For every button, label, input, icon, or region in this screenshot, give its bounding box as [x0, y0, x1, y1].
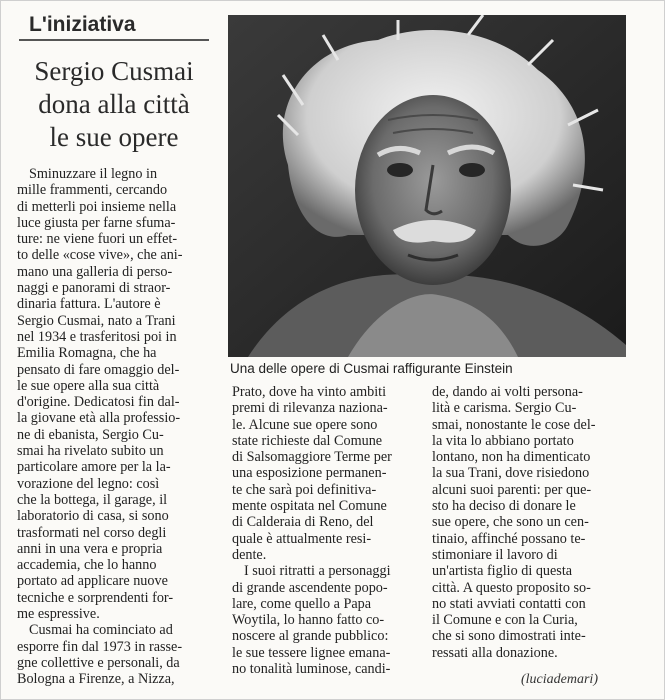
text-line: esporre fin dal 1973 in rasse- — [17, 638, 183, 655]
text-line: smai ha rivelato subito un — [17, 443, 164, 460]
text-line: no stati avviati contatti con — [432, 595, 586, 612]
text-line: che si sono dimostrati inte- — [432, 628, 586, 645]
text-line: no tonalità luminose, candi- — [232, 661, 391, 678]
text-line: Emilia Romagna, che ha — [17, 345, 157, 362]
text-line: me espressive. — [17, 606, 100, 623]
text-line: lità e carisma. Sergio Cu- — [432, 400, 577, 417]
text-line: portato ad applicare nuove — [17, 573, 168, 590]
text-line: sto ha deciso di donare le — [432, 498, 576, 515]
portrait-einstein-icon — [228, 15, 626, 357]
text-line: lare, come quello a Papa — [232, 595, 372, 612]
text-line: la sua Trani, dove risiedono — [432, 465, 590, 482]
text-line: laboratorio di casa, si sono — [17, 508, 169, 525]
text-line: le. Alcune sue opere sono — [232, 416, 378, 433]
section-kicker: L'iniziativa — [19, 13, 209, 41]
text-line: quale è attualmente resi- — [232, 530, 372, 547]
text-line: noscere al grande pubblico: — [232, 628, 389, 645]
text-line: naggi e panorami di straor- — [17, 280, 171, 297]
text-line: de, dando ai volti persona- — [432, 384, 583, 400]
text-line: di grande ascendente popo- — [232, 579, 388, 596]
text-line: mille frammenti, cercando — [17, 182, 168, 199]
article-column-1 — [17, 166, 215, 688]
text-line: le sue tessere lignee emana- — [232, 644, 391, 661]
text-line: anni in una vera e propria — [17, 540, 163, 557]
text-line: pensato di fare omaggio del- — [17, 361, 180, 378]
text-line: premi di rilevanza naziona- — [232, 400, 388, 417]
text-line: tinaio, affinché possano te- — [432, 530, 586, 547]
headline-line: dona alla città — [38, 89, 190, 119]
text-line: smai, nonostante le cose del- — [432, 416, 596, 433]
text-line: I suoi ritratti a personaggi — [244, 563, 391, 580]
text-line: accademia, che lo hanno — [17, 557, 157, 574]
text-line: te che sarà poi definitiva- — [232, 481, 377, 498]
text-line: lontano, non ha dimenticato — [432, 449, 591, 466]
photo-caption: Una delle opere di Cusmai raffigurante Einstein — [230, 361, 513, 376]
article-column-3 — [432, 384, 632, 661]
text-line: ressati alla donazione. — [432, 644, 558, 661]
article-column-2 — [232, 384, 420, 677]
text-line: di metterli poi insieme nella — [17, 198, 177, 215]
text-line: mano una galleria di perso- — [17, 263, 173, 280]
text-line: Bologna a Firenze, a Nizza, — [17, 671, 175, 688]
text-line: il Comune e con la Curia, — [432, 612, 578, 629]
text-line: luce giusta per farne sfuma- — [17, 214, 176, 231]
text-line: dente. — [232, 546, 267, 563]
text-line: la vita lo abbiano portato — [432, 432, 574, 449]
text-line: Cusmai ha cominciato ad — [29, 622, 173, 639]
text-line: tecniche e sorprendenti for- — [17, 589, 174, 606]
headline-line: Sergio Cusmai — [34, 56, 194, 86]
headline — [19, 55, 209, 154]
text-line: Sminuzzare il legno in — [29, 166, 158, 182]
text-line: Prato, dove ha vinto ambiti — [232, 384, 387, 400]
text-line: alcuni suoi parenti: per que- — [432, 481, 592, 498]
text-line: particolare amore per la la- — [17, 459, 171, 476]
text-line: un'artista figlio di questa — [432, 563, 573, 580]
text-line: di Salsomaggiore Terme per — [232, 449, 392, 466]
text-line: trasformati nel corso degli — [17, 524, 167, 541]
text-line: dinaria fattura. L'autore è — [17, 296, 161, 313]
text-line: vorazione del legno: così — [17, 475, 160, 492]
text-line: stimoniare il lavoro di — [432, 546, 558, 563]
text-line: la giovane età alla professio- — [17, 410, 181, 427]
text-line: che la bottega, il garage, il — [17, 491, 168, 508]
text-line: ture: ne viene fuori un effet- — [17, 231, 178, 248]
text-line: gne collettive e personali, da — [17, 654, 180, 671]
text-line: to delle «cose vive», che ani- — [17, 247, 183, 264]
text-line: ne di ebanista, Sergio Cu- — [17, 426, 164, 443]
text-line: una esposizione permanen- — [232, 465, 387, 482]
text-line: Woytila, lo hanno fatto co- — [232, 612, 385, 629]
text-line: sue opere, che sono un cen- — [432, 514, 589, 531]
text-line: città. A questo proposito so- — [432, 579, 591, 596]
text-line: mente ospitata nel Comune — [232, 498, 387, 515]
text-line: le sue opere alla sua città — [17, 377, 160, 394]
text-line: d'origine. Dedicatosi fin dal- — [17, 394, 180, 411]
text-line: nel 1934 e trasferitosi poi in — [17, 328, 177, 345]
text-line: di Calderaia di Reno, del — [232, 514, 374, 531]
author-byline: (luciademari) — [521, 672, 598, 687]
text-line: state richieste dal Comune — [232, 432, 383, 449]
headline-line: le sue opere — [49, 122, 179, 152]
einstein-portrait-photo — [228, 15, 626, 357]
text-line: Sergio Cusmai, nato a Trani — [17, 312, 176, 329]
